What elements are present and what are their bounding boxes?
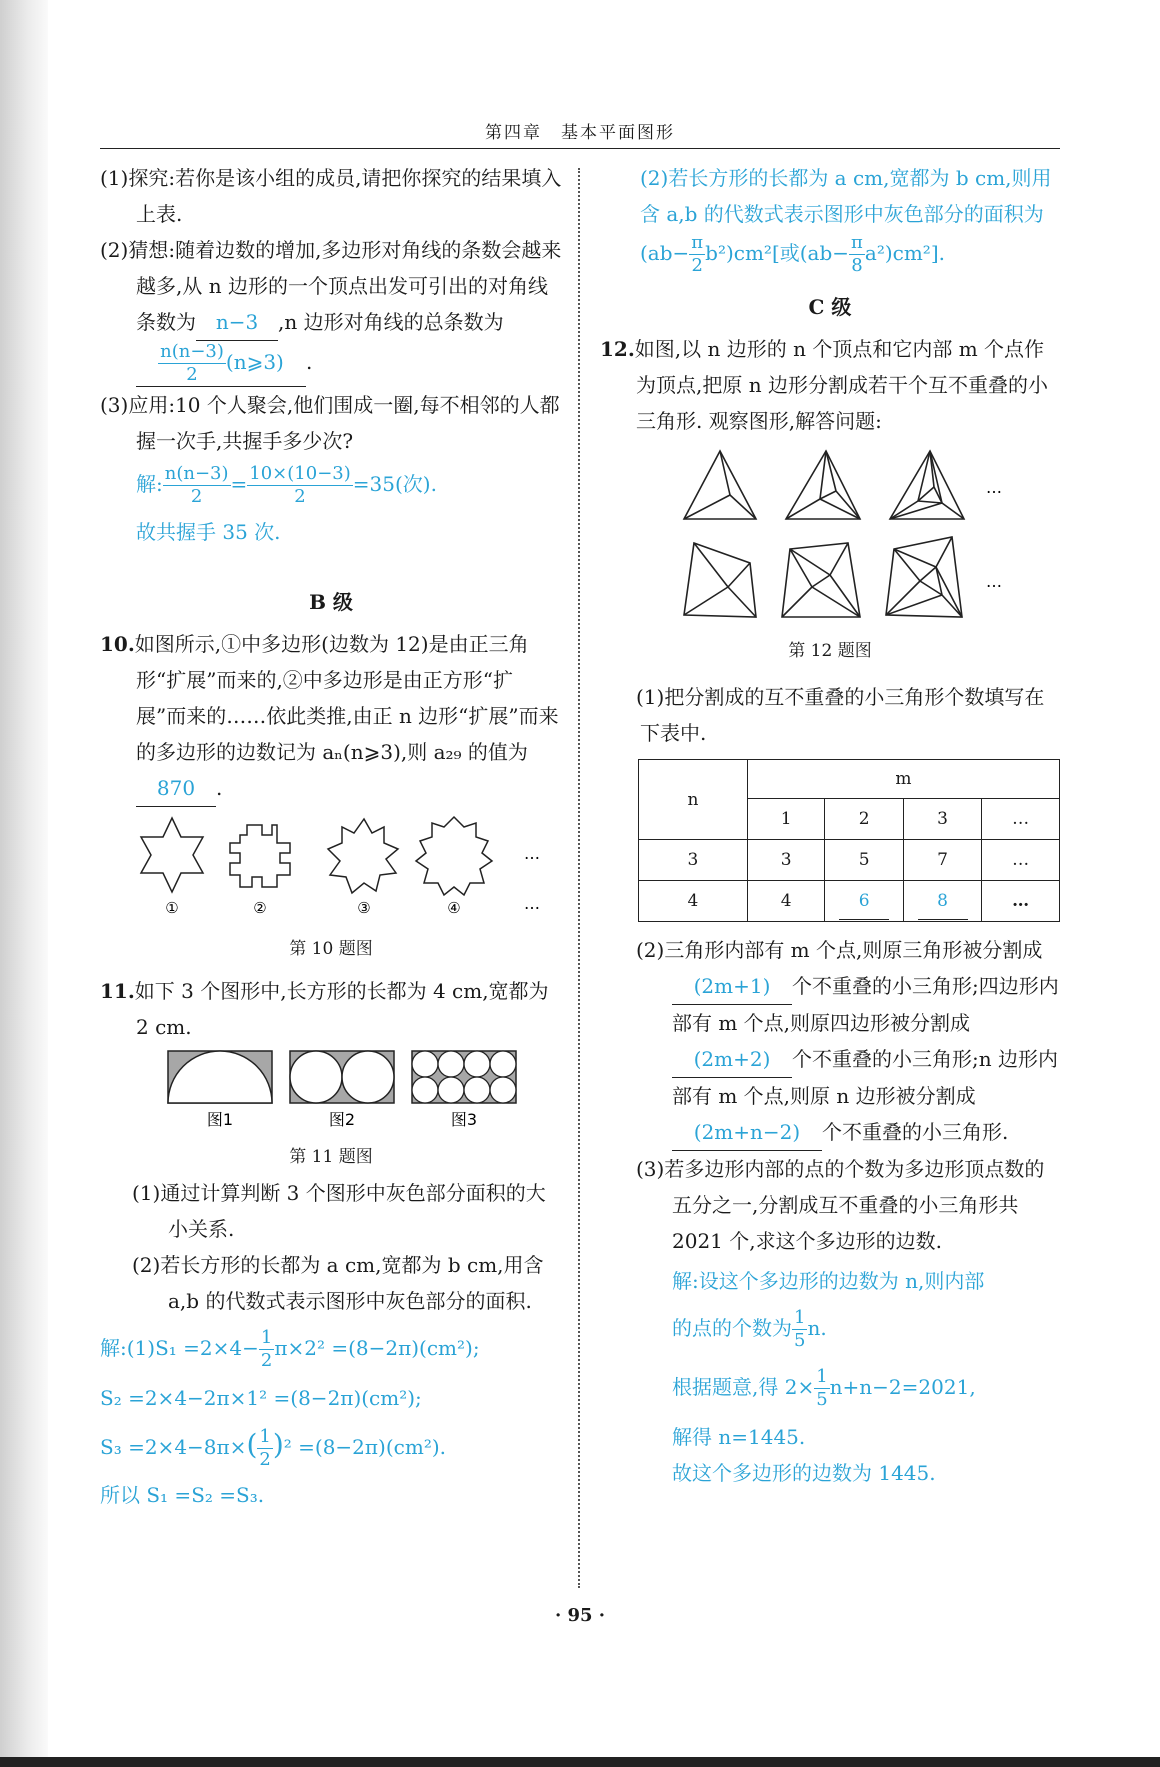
q11-fig2-circle-right	[342, 1051, 394, 1103]
q12-text: 12.如图,以 n 边形的 n 个顶点和它内部 m 个点作为顶点,把原 n 边形分割成若干个互不重叠的小三角形. 观察图形,解答问题:	[600, 337, 1048, 433]
q11-label-fig3: 图3	[450, 1110, 478, 1129]
q11-solution-3: S₃ =2×4−8π×( $\frac{1}{2}$ )² =(8−2π)(cm²).	[100, 1426, 447, 1470]
q9-period: .	[306, 350, 313, 374]
q9-part3: (3)应用:10 个人聚会,他们围成一圈,每不相邻的人都握一次手,共握手多少次?	[100, 393, 560, 453]
q12-table	[638, 759, 1060, 922]
q12-triangle-m3	[890, 451, 964, 519]
q10-figure	[132, 813, 552, 923]
q12-table-row2-n: 4	[639, 881, 748, 922]
q9-blank-diagonals-from-vertex: n−3	[196, 304, 278, 341]
q10-dots-top: …	[524, 844, 540, 863]
q12-solution-4: 解得 n=1445.	[672, 1425, 806, 1449]
q12-sol2-frac: $\frac{1}{5}$	[794, 1307, 806, 1351]
q12-part3: (3)若多边形内部的点的个数为多边形顶点数的五分之一,分割成互不重叠的小三角形共 2021 个,求这个多边形的边数.	[636, 1157, 1045, 1253]
q9-fraction-total: $\frac{n(n-3)}{2}$	[160, 341, 224, 385]
q9-sol-frac2: $\frac{10\times(10-3)}{2}$	[249, 463, 351, 507]
header-rule	[100, 148, 1060, 149]
q12-table-m-3: 3	[903, 799, 981, 840]
q12-triangle-m1	[684, 451, 756, 519]
q11-sol5-frac2: $\frac{\pi}{8}$	[851, 232, 863, 276]
q11-part2: (2)若长方形的长都为 a cm,宽都为 b cm,用含 a,b 的代数式表示图形中灰色部分的面积.	[132, 1253, 544, 1313]
column-divider	[578, 168, 580, 1588]
q10-caption: 第 10 题图	[289, 939, 373, 959]
q12-part1: (1)把分割成的互不重叠的小三角形个数填写在下表中.	[636, 685, 1045, 745]
q9-solution-line2: 故共握手 35 次.	[136, 520, 281, 544]
q12-solution-1: 解:设这个多边形的边数为 n,则内部	[672, 1269, 985, 1293]
q12-table-header-n: n	[639, 760, 748, 840]
q10-shape-pentagon-expanded	[328, 819, 398, 893]
q12-table-cell: 5	[825, 840, 903, 881]
q12-table-m-2: 2	[825, 799, 903, 840]
q10-text: 10.如图所示,①中多边形(边数为 12)是由正三角形“扩展”而来的,②中多边形是由正方形“扩展”而来的……依此类推,由正 n 边形“扩展”而来的多边形的边数记为 aₙ(n⩾3),则 a₂₉ 的值为870 .	[100, 626, 562, 807]
q11-solution-1: 解:(1)S₁ =2×4− $\frac{1}{2}$ π×2² =(8−2π)(cm²);	[100, 1327, 480, 1371]
q12-quad-m3	[886, 537, 962, 617]
q10-label-4: ④	[447, 899, 461, 917]
q12-table-cell: 4	[747, 881, 825, 922]
q9-solution-line1: 解: $\frac{n(n-3)}{2}$ = $\frac{10\times(10-3)}{2}$ =35(次).	[136, 463, 437, 507]
q12-blank-quad: (2m+2)	[672, 1041, 792, 1078]
q12-table-row1-n: 3	[639, 840, 748, 881]
q12-dots-bottom: …	[986, 572, 1002, 591]
q11-sol3-frac: $\frac{1}{2}$	[259, 1426, 271, 1470]
q11-figure	[166, 1049, 526, 1135]
q12-table-cell: …	[982, 840, 1060, 881]
q11-label-fig1: 图1	[206, 1110, 234, 1129]
q11-text: 11.如下 3 个图形中,长方形的长都为 4 cm,宽都为 2 cm.	[100, 979, 549, 1039]
chapter-header: 第四章 基本平面图形	[485, 123, 675, 143]
q9-part2-text-b: ,n 边形对角线的总条数为	[278, 310, 504, 334]
q11-solution-4: 所以 S₁ =S₂ =S₃.	[100, 1483, 265, 1507]
q11-solution-5: (2)若长方形的长都为 a cm,宽都为 b cm,则用含 a,b 的代数式表示图形中灰色部分的面积为(ab− $\frac{\pi}{2}$ b²)cm²[或(ab− $\frac{\pi}{8}$ a²)cm²].	[640, 166, 1052, 276]
q10-label-3: ③	[357, 899, 371, 917]
left-column	[100, 160, 562, 1513]
q10-blank: 870	[136, 770, 216, 807]
q12-quad-m1	[684, 543, 756, 617]
q11-solution-2: S₂ =2×4−2π×1² =(8−2π)(cm²);	[100, 1386, 422, 1410]
q9-part2	[100, 232, 562, 387]
q12-table-cell-answer: 6	[825, 881, 903, 922]
q9-sol-frac1: $\frac{n(n-3)}{2}$	[164, 463, 229, 507]
right-column	[600, 160, 1060, 1491]
q12-sol3-frac: $\frac{1}{5}$	[816, 1366, 828, 1410]
q12-part2: (2)三角形内部有 m 个点,则原三角形被分割成(2m+1) 个不重叠的小三角形;四边形内部有 m 个点,则原四边形被分割成(2m+2) 个不重叠的小三角形;n 边形内部有 m 个点,则原 n 边形被分割成(2m+n−2) 个不重叠的小三角形.	[600, 932, 1060, 1151]
page-shadow-left	[0, 0, 48, 1767]
q12-dots-top: …	[986, 478, 1002, 497]
page-number: · 95 ·	[554, 1605, 606, 1626]
q10-label-1: ①	[165, 899, 179, 917]
q12-table-m-dots: …	[982, 799, 1060, 840]
q11-sol1-frac: $\frac{1}{2}$	[260, 1327, 273, 1371]
table-row	[639, 881, 1060, 922]
q12-table-header-m: m	[747, 760, 1059, 799]
q10-dots-bottom: …	[524, 894, 540, 913]
q9-part2-text-a: (2)猜想:随着边数的增加,多边形对角线的条数会越来越多,从 n 边形的一个顶点出发可引出的对角线条数为	[100, 238, 562, 334]
table-row	[639, 840, 1060, 881]
q12-quad-m2	[782, 543, 860, 617]
q12-blank-triangle: (2m+1)	[672, 968, 792, 1005]
level-b-heading: B 级	[309, 590, 353, 614]
q11-sol5-frac1: $\frac{\pi}{2}$	[691, 232, 704, 276]
q12-triangle-m2	[786, 451, 860, 519]
q9-condition: (n⩾3)	[225, 350, 284, 374]
q11-fig2-circle-left	[290, 1051, 342, 1103]
level-c-heading: C 级	[808, 295, 852, 319]
q12-table-cell: 7	[903, 840, 981, 881]
q9-blank-total-diagonals	[136, 341, 306, 387]
q12-solution-3: 根据题意,得 2× $\frac{1}{5}$ n+n−2=2021,	[672, 1366, 976, 1410]
q12-blank-ngon: (2m+n−2)	[672, 1114, 822, 1151]
page-bottom-edge	[0, 1757, 1160, 1767]
q12-solution-5: 故这个多边形的边数为 1445.	[672, 1461, 936, 1485]
q12-figure	[680, 447, 1020, 627]
q10-shape-square-expanded	[230, 825, 290, 887]
q10-label-2: ②	[253, 899, 267, 917]
q11-caption: 第 11 题图	[289, 1147, 373, 1167]
q11-part1: (1)通过计算判断 3 个图形中灰色部分面积的大小关系.	[132, 1181, 546, 1241]
q12-caption: 第 12 题图	[788, 641, 872, 661]
q10-shape-hexagram	[141, 818, 203, 892]
q10-shape-hexagon-expanded	[416, 817, 492, 895]
q12-solution-2: 的点的个数为 $\frac{1}{5}$ n.	[672, 1307, 827, 1351]
q11-label-fig2: 图2	[328, 1110, 356, 1129]
q12-table-cell: 3	[747, 840, 825, 881]
q12-table-cell: …	[982, 881, 1060, 922]
q12-table-m-1: 1	[747, 799, 825, 840]
q12-table-cell-answer: 8	[903, 881, 981, 922]
q9-part1: (1)探究:若你是该小组的成员,请把你探究的结果填入上表.	[100, 166, 562, 226]
